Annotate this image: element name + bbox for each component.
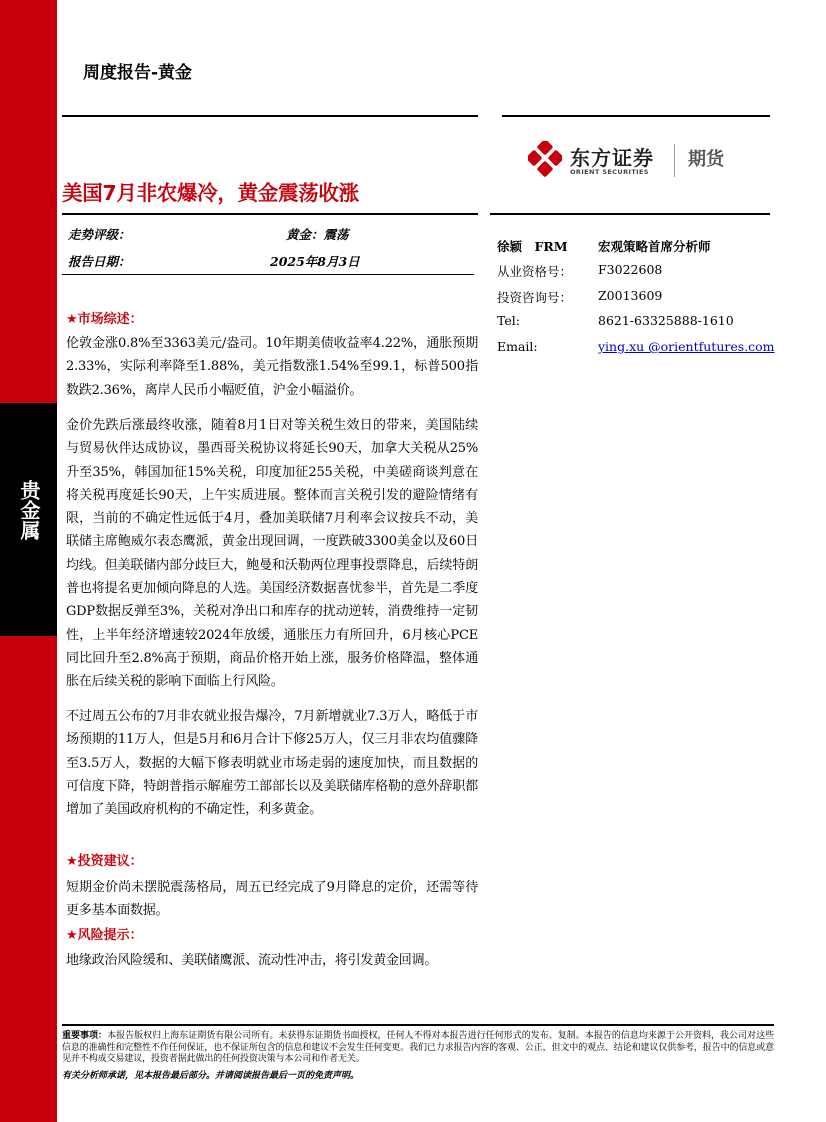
report-headline: 美国7月非农爆冷，黄金震荡收涨 bbox=[62, 181, 359, 205]
email-link[interactable]: ying.xu @orientfutures.com bbox=[598, 339, 775, 354]
analyst-title: 宏观策略首席分析师 bbox=[598, 239, 711, 254]
disclaimer-body: 本报告版权归上海东证期货有限公司所有。未获得东证期货书面授权，任何人不得对本报告进行任何形式的发布、复制。本报告的信息均来源于公开资料，我公司对这些信息的准确性和完整性不作任何保证，也不保证所包含的信息和建议不会发生任何变更。我们已力求报告内容的客观、公正，但文中的观点、结论和建议仅供参考，报告中的信息或意见并不构成交易建议，投资者据此做出的任何投资决策与本公司和作者无关。 bbox=[62, 1031, 775, 1064]
trend-rating-label: 走势评级： bbox=[68, 227, 131, 242]
investment-advice-paragraph: 短期金价尚未摆脱震荡格局，周五已经完成了9月降息的定价，还需等待更多基本面数据。 bbox=[66, 880, 478, 919]
report-date-value: 2025年8月3日 bbox=[270, 254, 360, 269]
tel-label: Tel: bbox=[497, 313, 520, 328]
analyst-rule bbox=[490, 213, 770, 215]
investment-advice-heading: ★投资建议： bbox=[66, 854, 143, 869]
company-logo bbox=[528, 141, 738, 181]
consulting-value: Z0013609 bbox=[598, 288, 663, 303]
report-date-label: 报告日期： bbox=[68, 254, 131, 269]
report-type-title: 周度报告-黄金 bbox=[83, 63, 193, 83]
consulting-label: 投资咨询号： bbox=[497, 290, 573, 305]
disclaimer-rule bbox=[62, 1024, 774, 1026]
logo-name-en: ORIENT SECURITIES bbox=[570, 168, 649, 176]
analyst-name: 徐颖 FRM bbox=[497, 239, 568, 254]
qualification-label: 从业资格号： bbox=[497, 264, 573, 279]
sector-label: 贵金属 bbox=[17, 480, 41, 540]
market-summary-heading: ★市场综述： bbox=[66, 312, 143, 327]
logo-name-cn: 东方证券 bbox=[570, 146, 654, 170]
logo-divider bbox=[674, 144, 675, 177]
meta-rule bbox=[62, 274, 474, 275]
disclaimer-text bbox=[62, 1031, 774, 1066]
header-rule-right bbox=[502, 115, 770, 117]
market-summary-paragraph: 不过周五公布的7月非农就业报告爆冷，7月新增就业7.3万人，略低于市场预期的11万人，但是5月和6月合计下修25万人，仅三月非农均值骤降至3.5万人，数据的大幅下修表明就业市场走弱的速度加快，而且数据的可信度下降，特朗普指示解雇劳工部部长以及美联储库格勒的意外辞职都增加了美国政府机构的不确定性，利多黄金。 bbox=[66, 709, 478, 818]
disclaimer-footer: 有关分析师承诺，见本报告最后部分。并请阅读报告最后一页的免责声明。 bbox=[62, 1071, 360, 1081]
trend-rating-value: 黄金：震荡 bbox=[286, 227, 349, 242]
risk-warning-heading: ★风险提示： bbox=[66, 928, 143, 943]
email-label: Email: bbox=[497, 339, 538, 354]
market-summary-paragraph: 伦敦金涨0.8%至3363美元/盎司。10年期美债收益率4.22%，通胀预期2.33%，实际利率降至1.88%，美元指数涨1.54%至99.1，标普500指数跌2.36%，离岸人民币小幅贬值，沪金小幅溢价。 bbox=[66, 336, 478, 398]
market-summary-paragraph: 金价先跌后涨最终收涨，随着8月1日对等关税生效日的带来，美国陆续与贸易伙伴达成协议，墨西哥关税协议将延长90天，加拿大关税从25%升至35%，韩国加征15%关税，印度加征255关税，中美磋商谈判意在将关税再度延长90天，上午实质进展。整体而言关税引发的避险情绪有限，当前的不确定性远低于4月，叠加美联储7月利率会议按兵不动，美联储主席鲍威尔表态鹰派，黄金出现回调，一度跌破3300美金以及60日均线。但美联储内部分歧巨大，鲍曼和沃勒两位理事投票降息，后续特朗普也将提名更加倾向降息的人选。美国经济数据喜忧参半，首先是二季度GDP数据反弹至3%，关税对净出口和库存的扰动逆转，消费维持一定韧性，上半年经济增速较2024年放缓，通胀压力有所回升，6月核心PCE同比回升至2.8%高于预期，商品价格开始上涨，服务价格降温，整体通胀在后续关税的影响下面临上行风险。 bbox=[66, 418, 478, 690]
risk-warning-paragraph: 地缘政治风险缓和、美联储鹰派、流动性冲击，将引发黄金回调。 bbox=[66, 953, 438, 968]
tel-value: 8621-63325888-1610 bbox=[598, 313, 734, 328]
qualification-value: F3022608 bbox=[598, 262, 663, 277]
header-rule-left bbox=[62, 115, 478, 117]
headline-rule bbox=[62, 213, 478, 215]
disclaimer-label: 重要事项： bbox=[62, 1031, 108, 1041]
logo-subbrand: 期货 bbox=[688, 149, 724, 170]
logo-emblem-icon bbox=[528, 141, 562, 177]
